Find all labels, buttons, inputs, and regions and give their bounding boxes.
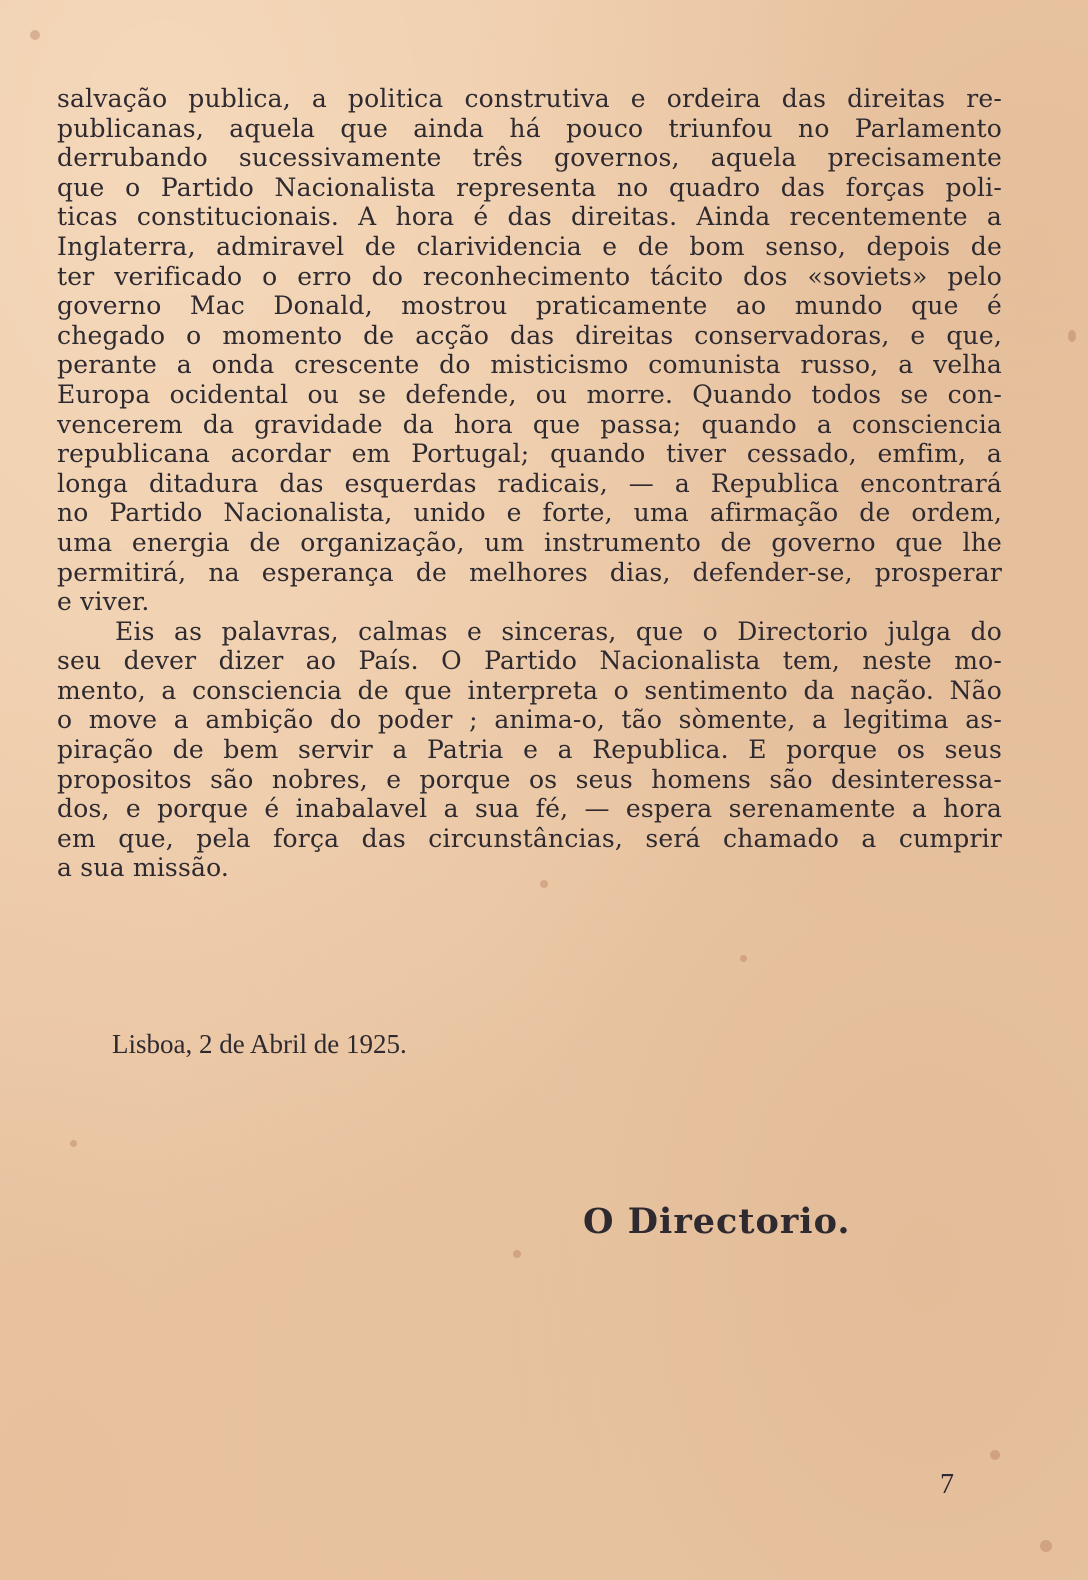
paragraph-1: [57, 84, 1002, 617]
text-line: salvação publica, a politica construtiva e ordeira das direitas re-: [57, 84, 1002, 113]
text-line: o move a ambição do poder ; anima-o, tão sòmente, a legitima as-: [57, 705, 1002, 735]
paper-speck: [1040, 1540, 1052, 1552]
paper-speck: [513, 1250, 521, 1258]
signature: O Directorio.: [583, 1201, 851, 1242]
text-line: perante a onda crescente do misticismo comunista russo, a velha: [57, 350, 1002, 380]
text-line: ter verificado o erro do reconhecimento tácito dos «soviets» pelo: [57, 261, 1002, 291]
text-line: governo Mac Donald, mostrou praticamente ao mundo que é: [57, 291, 1002, 321]
body-text: [57, 84, 1002, 883]
date-line: Lisboa, 2 de Abril de 1925.: [112, 1029, 407, 1059]
paper-speck: [1068, 330, 1076, 342]
text-line: a sua missão.: [57, 853, 230, 883]
paper-speck: [540, 880, 548, 888]
paper-speck: [990, 1450, 1000, 1460]
text-line: vencerem da gravidade da hora que passa; quando a consciencia: [57, 409, 1002, 439]
paper-speck: [740, 955, 747, 962]
page-number: 7: [940, 1469, 954, 1500]
text-line: que o Partido Nacionalista representa no quadro das forças poli-: [57, 172, 1002, 202]
text-line: e viver.: [57, 587, 150, 617]
text-line: dos, e porque é inabalavel a sua fé, — espera serenamente a hora: [57, 794, 1002, 824]
text-line: longa ditadura das esquerdas radicais, — a Republica encontrará: [57, 468, 1002, 498]
text-line: propositos são nobres, e porque os seus homens são desinteressa-: [57, 764, 1002, 794]
text-line: publicanas, aquela que ainda há pouco triunfou no Parlamento: [57, 113, 1002, 143]
text-line: ticas constitucionais. A hora é das direitas. Ainda recentemente a: [57, 202, 1002, 232]
text-line: chegado o momento de acção das direitas conservadoras, e que,: [57, 320, 1002, 350]
paper-speck: [30, 30, 40, 40]
text-line: mento, a consciencia de que interpreta o sentimento da nação. Não: [57, 675, 1002, 705]
text-line: uma energia de organização, um instrumento de governo que lhe: [57, 527, 1002, 557]
text-line: no Partido Nacionalista, unido e forte, uma afirmação de ordem,: [57, 498, 1002, 528]
paragraph-2: [57, 617, 1002, 883]
text-line: Eis as palavras, calmas e sinceras, que o Directorio julga do: [115, 616, 1002, 646]
text-line: permitirá, na esperança de melhores dias, defender-se, prosperar: [57, 557, 1002, 587]
text-line: piração de bem servir a Patria e a Republica. E porque os seus: [57, 735, 1002, 765]
paper-speck: [70, 1140, 77, 1147]
text-line: Europa ocidental ou se defende, ou morre. Quando todos se con-: [57, 379, 1002, 409]
text-line: derrubando sucessivamente três governos, aquela precisamente: [57, 143, 1002, 173]
text-line: em que, pela força das circunstâncias, será chamado a cumprir: [57, 823, 1002, 853]
text-line: republicana acordar em Portugal; quando tiver cessado, emfim, a: [57, 439, 1002, 469]
text-line: Inglaterra, admiravel de clarividencia e de bom senso, depois de: [57, 231, 1002, 261]
text-line: seu dever dizer ao País. O Partido Nacionalista tem, neste mo-: [57, 646, 1002, 676]
